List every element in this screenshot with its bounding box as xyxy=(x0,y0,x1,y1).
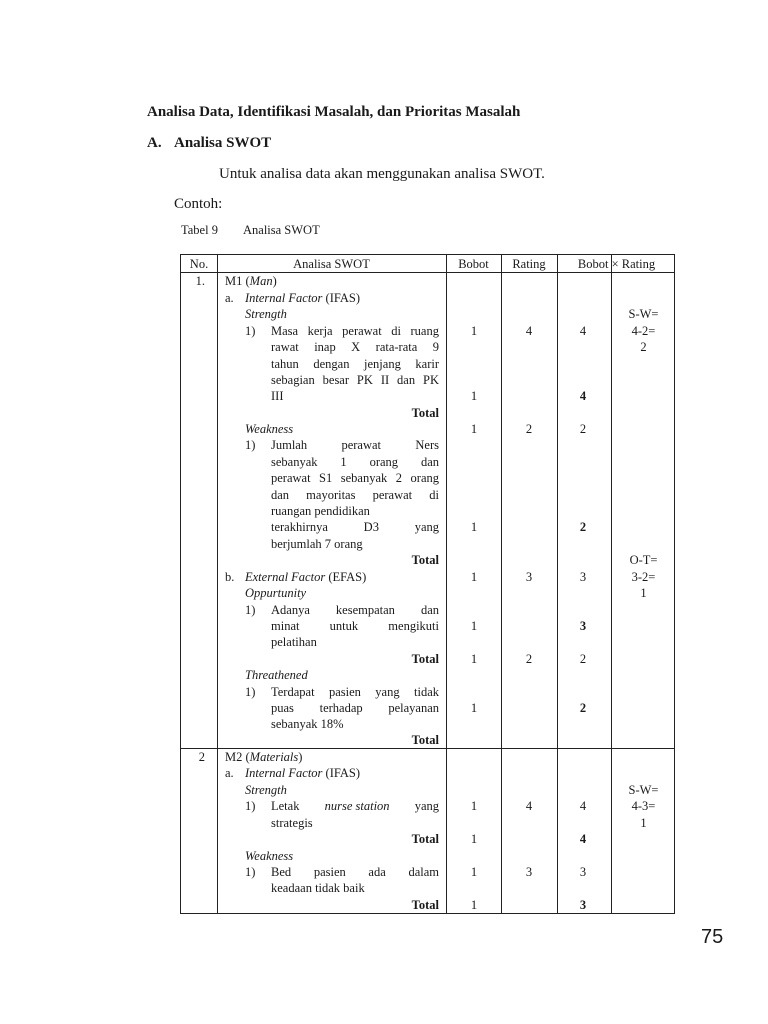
item-text: III xyxy=(271,389,284,403)
category-label: External Factor (EFAS) xyxy=(245,570,367,584)
weight-rating-value: 2 xyxy=(579,652,587,666)
weight-value: 1 xyxy=(470,389,478,403)
item-number: 1) xyxy=(245,865,256,879)
subsection-title: Analisa SWOT xyxy=(174,135,272,151)
ot-result: 3-2= xyxy=(631,570,656,584)
header-analysis: Analisa SWOT xyxy=(293,257,370,271)
list-marker: a. xyxy=(225,291,234,305)
weight-value: 1 xyxy=(470,422,478,436)
rating-value: 4 xyxy=(525,324,533,338)
sw-result: 4-2= xyxy=(631,324,656,338)
total-label: Total xyxy=(411,406,439,420)
subsection-marker: A. xyxy=(147,135,162,151)
item-text: terakhirnya D3 yang xyxy=(271,520,439,534)
weight-value: 1 xyxy=(470,520,478,534)
row-number: 2 xyxy=(198,750,205,764)
column-divider xyxy=(501,255,502,913)
row-number: 1. xyxy=(195,274,205,288)
item-text: pelatihan xyxy=(271,635,317,649)
weight-value: 1 xyxy=(470,652,478,666)
intro-paragraph: Untuk analisa data akan menggunakan analisa SWOT. xyxy=(219,166,545,182)
item-text: strategis xyxy=(271,816,313,830)
item-text: puas terhadap pelayanan xyxy=(271,701,439,715)
weight-rating-value: 4 xyxy=(579,799,587,813)
weight-value: 1 xyxy=(470,701,478,715)
rating-value: 4 xyxy=(525,799,533,813)
weight-rating-total: 3 xyxy=(579,619,587,633)
rating-value: 2 xyxy=(525,422,533,436)
sw-result: S-W= xyxy=(628,307,659,321)
sw-result: S-W= xyxy=(628,783,659,797)
item-text: rawat inap X rata-rata 9 xyxy=(271,340,439,354)
list-marker: a. xyxy=(225,766,234,780)
ot-result: O-T= xyxy=(629,553,658,567)
item-text: Adanya kesempatan dan xyxy=(271,603,439,617)
factor-title: M1 (Man) xyxy=(225,274,277,288)
header-rating: Rating xyxy=(512,257,546,271)
subcategory-label: Strength xyxy=(245,783,287,797)
sw-result: 4-3= xyxy=(631,799,656,813)
category-label: Internal Factor (IFAS) xyxy=(245,766,361,780)
total-label: Total xyxy=(411,652,439,666)
weight-value: 1 xyxy=(470,898,478,912)
total-label: Total xyxy=(411,898,439,912)
rating-value: 3 xyxy=(525,570,533,584)
table-caption-number: Tabel 9 xyxy=(181,223,218,237)
item-text: Jumlah perawat Ners xyxy=(271,438,439,452)
weight-value: 1 xyxy=(470,832,478,846)
subcategory-label: Weakness xyxy=(245,422,294,436)
weight-rating-value: 3 xyxy=(579,570,587,584)
header-weight-rating: Bobot × Rating xyxy=(577,257,656,271)
ot-result: 1 xyxy=(640,586,647,600)
category-label: Internal Factor (IFAS) xyxy=(245,291,361,305)
item-number: 1) xyxy=(245,685,256,699)
sw-result: 2 xyxy=(640,340,647,354)
weight-rating-total: 2 xyxy=(579,701,587,715)
rating-value: 2 xyxy=(525,652,533,666)
weight-rating-value: 3 xyxy=(579,865,587,879)
item-text: keadaan tidak baik xyxy=(271,881,365,895)
item-text: Letak nurse station yang xyxy=(271,799,439,813)
item-text: sebanyak 1 orang dan xyxy=(271,455,439,469)
list-marker: b. xyxy=(225,570,235,584)
rating-value: 3 xyxy=(525,865,533,879)
weight-value: 1 xyxy=(470,324,478,338)
weight-rating-total: 4 xyxy=(579,389,587,403)
total-label: Total xyxy=(411,832,439,846)
header-weight: Bobot xyxy=(458,257,489,271)
example-label: Contoh: xyxy=(174,196,223,212)
table-caption-title: Analisa SWOT xyxy=(243,223,320,237)
weight-rating-total: 3 xyxy=(579,898,587,912)
item-number: 1) xyxy=(245,799,256,813)
item-text: sebagian besar PK II dan PK xyxy=(271,373,439,387)
swot-table xyxy=(180,254,675,914)
item-text: berjumlah 7 orang xyxy=(271,537,363,551)
factor-title: M2 (Materials) xyxy=(225,750,303,764)
item-text: perawat S1 sebanyak 2 orang xyxy=(271,471,439,485)
item-text: ruangan pendidikan xyxy=(271,504,370,518)
weight-value: 1 xyxy=(470,799,478,813)
item-text: tahun dengan jenjang karir xyxy=(271,357,439,371)
weight-rating-total: 2 xyxy=(579,520,587,534)
item-text: Terdapat pasien yang tidak xyxy=(271,685,439,699)
weight-rating-value: 2 xyxy=(579,422,587,436)
weight-value: 1 xyxy=(470,619,478,633)
total-label: Total xyxy=(411,553,439,567)
item-text: Masa kerja perawat di ruang xyxy=(271,324,439,338)
item-text: sebanyak 18% xyxy=(271,717,344,731)
item-number: 1) xyxy=(245,603,256,617)
sw-result: 1 xyxy=(640,816,647,830)
subcategory-label: Strength xyxy=(245,307,287,321)
item-text: Bed pasien ada dalam xyxy=(271,865,439,879)
weight-value: 1 xyxy=(470,570,478,584)
item-text: minat untuk mengikuti xyxy=(271,619,439,633)
item-number: 1) xyxy=(245,324,256,338)
subcategory-label: Threathened xyxy=(245,668,308,682)
subcategory-label: Weakness xyxy=(245,849,294,863)
item-number: 1) xyxy=(245,438,256,452)
item-text: dan mayoritas perawat di xyxy=(271,488,439,502)
subcategory-label: Oppurtunity xyxy=(245,586,307,600)
column-divider xyxy=(446,255,447,913)
column-divider xyxy=(217,255,218,913)
weight-rating-total: 4 xyxy=(579,832,587,846)
weight-rating-value: 4 xyxy=(579,324,587,338)
total-label: Total xyxy=(411,733,439,747)
page-number: 75 xyxy=(701,926,724,948)
section-title: Analisa Data, Identifikasi Masalah, dan Prioritas Masalah xyxy=(147,104,521,120)
header-no: No. xyxy=(189,257,209,271)
weight-value: 1 xyxy=(470,865,478,879)
